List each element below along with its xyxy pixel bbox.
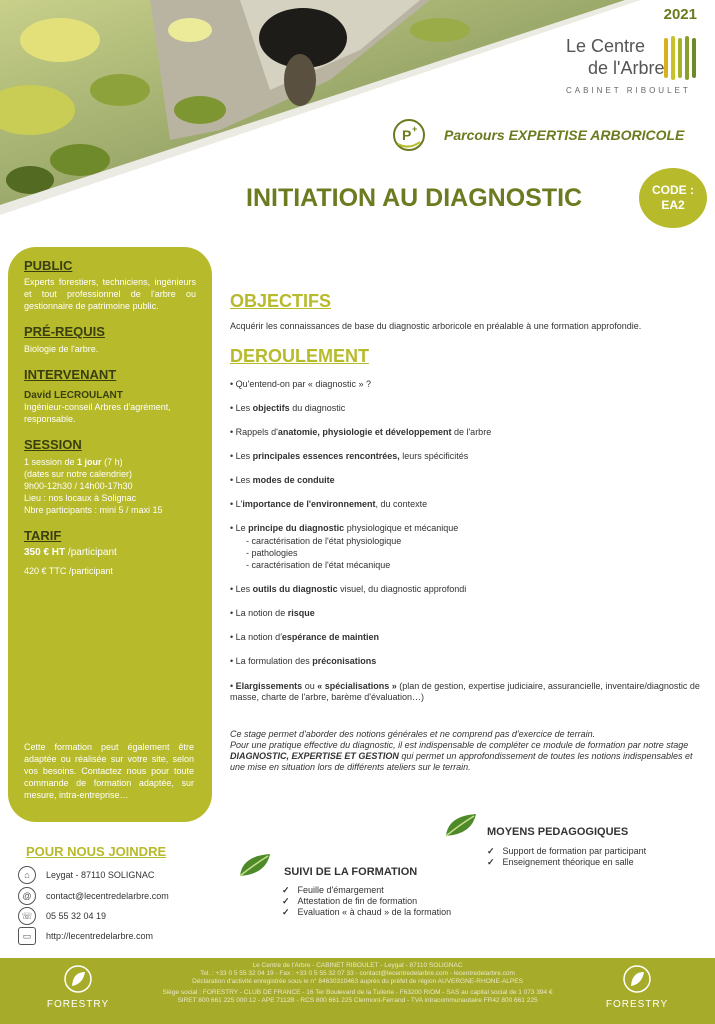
moyens-item: ✓ Enseignement théorique en salle [487, 857, 702, 868]
forestry-label: FORESTRY [46, 999, 110, 1010]
contact-web[interactable]: ▭ http://lecentredelarbre.com [18, 927, 153, 945]
note-line2: Pour une pratique effective du diagnostic, il est indispensable de compléter ce module de formation par notre stage DIAGNOSTIC, EXPERTISE ET GESTION qui permet un approfondissement de toutes les notions indispensables et une mise en situation lors de différents ateliers sur le terrain. [230, 740, 693, 772]
contact-email[interactable]: @ contact@lecentredelarbre.com [18, 887, 169, 905]
public-text: Experts forestiers, techniciens, ingénieurs et tout professionnel de l'arbre ou gestionnaire de patrimoine public. [24, 277, 196, 311]
bullet-7: • Le principe du diagnostic physiologique et mécanique [230, 523, 459, 533]
prerequis-text: Biologie de l'arbre. [24, 344, 99, 354]
bullet-7-sub-2: - pathologies [246, 548, 298, 558]
footer-line1: Le Centre de l'Arbre - CABINET RIBOULET - Leygat - 87110 SOLIGNAC [252, 962, 463, 969]
session-line1-a: 1 session de [24, 457, 78, 467]
parcours-plus-icon [392, 118, 426, 152]
bullet-9: • La notion de risque [230, 608, 315, 618]
forestry-label: FORESTRY [605, 999, 669, 1010]
bullet-8: • Les outils du diagnostic visuel, du diagnostic approfondi [230, 584, 467, 594]
phone-icon: ☏ [18, 907, 36, 925]
year: 2021 [663, 6, 697, 23]
tarif-ttc: 420 € TTC /participant [24, 566, 113, 576]
page-title: INITIATION AU DIAGNOSTIC [246, 184, 583, 212]
note-line1: Ce stage permet d'aborder des notions générales et ne comprend pas d'exercice de terrain. [230, 729, 596, 739]
footer-text [150, 962, 565, 1005]
moyens-heading: MOYENS PEDAGOGIQUES [487, 826, 629, 838]
footer-line3: Déclaration d'activité enregistrée sous le n° 84630310463 auprès du préfet de région AUVERGNE-RHONE-ALPES [192, 978, 523, 985]
bullet-11: • La formulation des préconisations [230, 656, 377, 666]
forestry-emblem-icon [622, 964, 652, 994]
bullet-7-sub-3: - caractérisation de l'état mécanique [246, 560, 391, 570]
email-icon: @ [18, 887, 36, 905]
session-line1 [24, 456, 196, 468]
bullet-4: • Les principales essences rencontrées, leurs spécificités [230, 451, 469, 461]
forestry-emblem-icon [63, 964, 93, 994]
bullet-1: • Qu'entend-on par « diagnostic » ? [230, 379, 371, 389]
code-value: EA2 [661, 198, 685, 212]
moyens-list [487, 846, 702, 868]
footer-line5: SIRET 800 661 225 000 12 - APE 7112B - RCS 800 661 225 Clermont-Ferrand - TVA intracommunautaire FR42 800 661 225 [177, 997, 538, 1004]
logo-name-line1: Le Centre [566, 36, 646, 56]
note-text [230, 729, 700, 773]
objectifs-text: Acquérir les connaissances de base du diagnostic arboricole en préalable à une formation approfondie. [230, 321, 642, 331]
suivi-item: ✓ Feuille d'émargement [282, 885, 462, 896]
tarif-ht [24, 547, 196, 559]
bullet-6: • L'importance de l'environnement, du contexte [230, 499, 428, 509]
moyens-item: ✓ Support de formation par participant [487, 846, 702, 857]
adapt-text: Cette formation peut également être adaptée ou réalisée sur votre site, selon vos besoins. Contactez nous pour toute commande de formation adaptée, sur mesure, intra-entreprise… [24, 742, 194, 800]
session-line4: Lieu : nos locaux à Solignac [24, 493, 137, 503]
tarif-heading: TARIF [24, 528, 62, 543]
bullet-10: • La notion d'espérance de maintien [230, 632, 379, 642]
intervenant-heading: INTERVENANT [24, 367, 117, 382]
bullet-2: • Les objectifs du diagnostic [230, 403, 346, 413]
session-line5: Nbre participants : mini 5 / maxi 15 [24, 505, 163, 515]
logo-bars-icon [664, 36, 698, 85]
logo-name-line2: de l'Arbre [588, 58, 665, 78]
logo-subtitle: CABINET RIBOULET [566, 86, 691, 95]
forestry-logo-right [597, 964, 677, 1010]
code-badge [639, 168, 707, 228]
leaf-icon [444, 812, 478, 838]
intervenant-name: David LECROULANT [24, 390, 123, 401]
forestry-logo-left [38, 964, 118, 1010]
contact-phone[interactable]: ☏ 05 55 32 04 19 [18, 907, 106, 925]
intervenant-text: Ingénieur-conseil Arbres d'agrément, responsable. [24, 402, 171, 424]
footer-line2: Tel. : +33 0 5 55 32 04 19 - Fax : +33 0 5 55 32 07 33 - contact@lecentredelarbre.com - lecentredelarbre.com [200, 970, 515, 977]
parcours-title: Parcours EXPERTISE ARBORICOLE [444, 127, 685, 143]
session-line1-c: (7 h) [101, 457, 123, 467]
suivi-heading: SUIVI DE LA FORMATION [284, 866, 418, 878]
deroulement-heading: DEROULEMENT [230, 346, 369, 366]
session-line2: (dates sur notre calendrier) [24, 469, 133, 479]
leaf-icon [238, 852, 272, 878]
objectifs-heading: OBJECTIFS [230, 291, 332, 311]
suivi-list [282, 885, 462, 918]
bullet-3: • Rappels d'anatomie, physiologie et développement de l'arbre [230, 427, 492, 437]
prerequis-heading: PRÉ-REQUIS [24, 324, 105, 339]
suivi-item: ✓ Attestation de fin de formation [282, 896, 462, 907]
session-line3: 9h00-12h30 / 14h00-17h30 [24, 481, 133, 491]
sidebar-content [24, 258, 196, 577]
session-heading: SESSION [24, 437, 82, 452]
suivi-item: ✓ Evaluation « à chaud » de la formation [282, 907, 462, 918]
code-label: CODE : [652, 183, 694, 197]
svg-text:+: + [412, 124, 418, 134]
tarif-ht-unit: /participant [65, 547, 117, 558]
computer-icon: ▭ [18, 927, 36, 945]
session-line1-b: 1 jour [77, 457, 102, 467]
contact-heading: POUR NOUS JOINDRE [26, 844, 167, 859]
bullet-7-sub-1: - caractérisation de l'état physiologique [246, 536, 402, 546]
footer-line4: Siège social : FORESTRY - CLUB DE FRANCE - 16 Ter Boulevard de la Tuilerie - F63200 RIOM - SAS au capital social de 1 073 394 € [162, 989, 553, 996]
tarif-ht-price: 350 € HT [24, 547, 66, 558]
contact-address: ⌂ Leygat - 87110 SOLIGNAC [18, 866, 154, 884]
bullet-5: • Les modes de conduite [230, 475, 335, 485]
svg-text:P: P [402, 127, 412, 143]
bullet-12: • Elargissements ou « spécialisations » (plan de gestion, expertise judiciaire, assurancielle, inventaire/diagnostic de masse, charte de l'arbre, barème d'évaluation…) [230, 681, 700, 702]
public-heading: PUBLIC [24, 258, 73, 273]
location-pin-icon: ⌂ [18, 866, 36, 884]
